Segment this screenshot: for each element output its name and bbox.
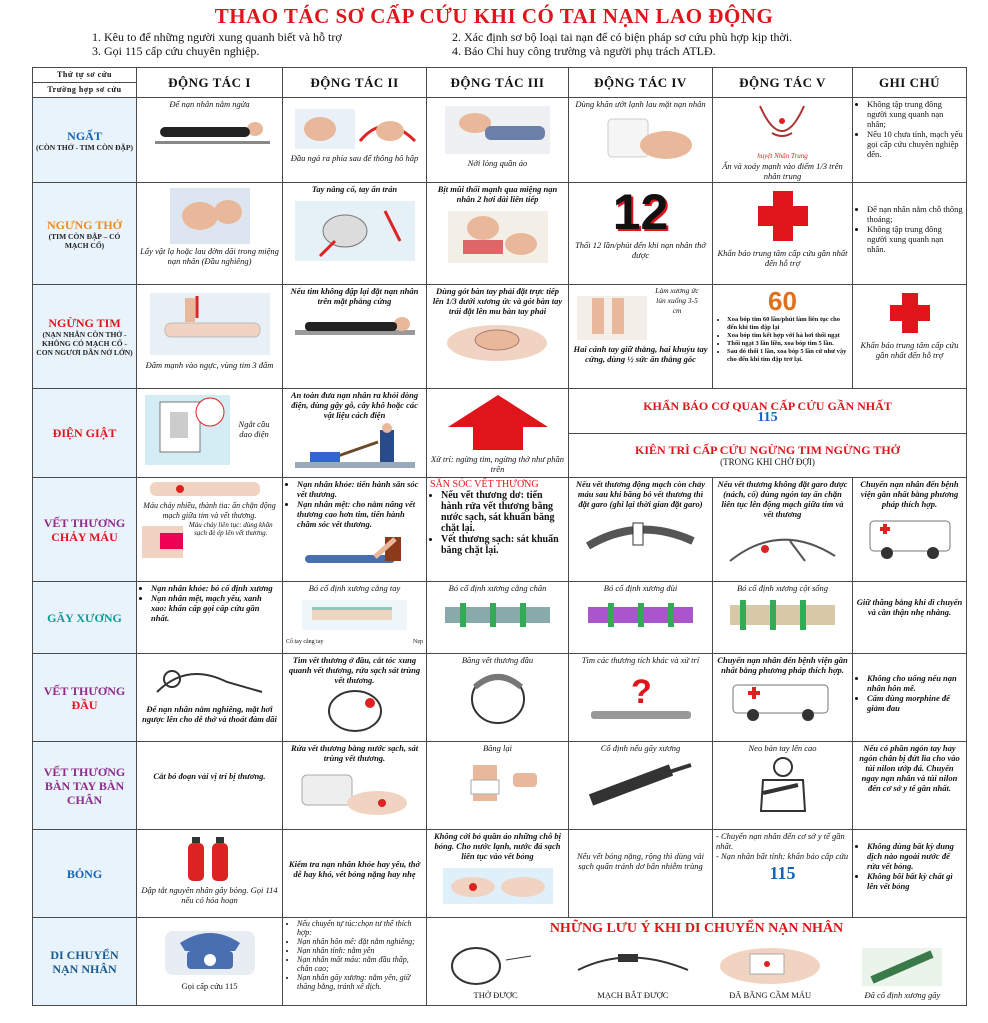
ambulance-icon [728,677,838,722]
bong-notes [853,830,967,918]
cpr-note-1: • Xoa bóp tim 60 lần/phút làm liên tục cho đến khi tim đập lại [727,316,849,332]
raise-limb-icon [295,531,415,567]
cpr-notes-list [716,316,849,364]
compression-arms-icon [572,286,652,344]
breath-count: 12 [612,184,669,240]
dau-step-2 [283,654,427,742]
dau-notes-list [856,673,963,713]
ngung-tim-step-1-text: Đấm mạnh vào ngực, vùng tim 3 đấm [145,360,274,370]
intro-item-2: 2. Xác định sơ bộ loại tai nạn để có biện pháp sơ cứu phù hợp kịp thời. [452,30,793,44]
ngat-step-3-text: Nới lỏng quần áo [467,158,528,168]
cpr-note-4: • Sau đó thổi 1 lần, xoa bóp 5 lần cứ như vậy cho đến khi tim đập trở lại. [727,348,849,364]
emergency-banner: KHẨN BÁO CƠ QUAN CẤP CỨU GẦN NHẤT [643,398,892,413]
di-chuyen-step-1 [137,918,283,1006]
dau-step-3-text: Băng vết thương đầu [461,655,534,665]
dien-giat-step-3-text: Xử trí: ngừng tim, ngừng thở như phần trên [430,454,565,474]
cpr-note-3: • Thổi ngạt 3 lần liền, xoa bóp tim 5 lần. [727,340,849,348]
case-bong [33,830,137,918]
ngat-step-2-text: Đầu ngả ra phía sau để thông hô hấp [290,153,419,163]
bong-step-1 [137,830,283,918]
check-breathing [431,940,561,1000]
row-ngat [33,98,967,183]
dau-step-4-text: Tìm các thương tích khác và xử trí [581,655,700,665]
head-bandage-icon [443,667,553,727]
chay-mau-step-2-list [286,479,423,529]
ngat-step-2 [283,98,427,183]
lying-person-icon [145,111,275,151]
ambulance-icon [865,511,955,561]
di-chuyen-step-2-item-4: • Nạn nhân mất máu: nằm đầu thấp, chân cao; [297,955,423,973]
bong-notes-list [856,841,963,891]
dau-step-5-text: Chuyển nạn nhân đến bệnh viện gần nhất bằng phương pháp thích hợp. [717,655,848,675]
ngung-tho-note-2: • Không tập trung đông người xung quanh nạn nhân. [867,224,963,254]
check-breathing-label: THỞ ĐƯỢC [473,990,518,1000]
dau-note-1: • Không cho uống nếu nạn nhân hôn mê. [867,673,963,693]
di-chuyen-step-1-text: Gọi cấp cứu 115 [181,981,238,991]
thigh-splint-icon [578,595,703,635]
chay-mau-step-1b-text: Máu chảy liên tục: dùng khăn sạch đè ép lên vết thương. [188,521,273,537]
neck-lift-icon [290,196,420,266]
ngung-tim-step-2 [283,285,427,389]
case-dau-name-1: VẾT THƯƠNG [43,683,126,698]
case-ngat-sub: (CÒN THỞ - TIM CÒN ĐẬP) [36,142,134,152]
bong-emergency-number: 115 [769,863,796,883]
di-chuyen-step-2-item-3: • Nạn nhân tỉnh: nằm yên [297,946,423,955]
fire-extinguisher-icon [170,833,250,883]
forearm-splint-icon [292,595,417,635]
ngung-tho-step-4-text: Thổi 12 lần/phút đến khi nạn nhân thở được [575,240,706,260]
ngung-tho-step-1 [137,183,283,285]
corner-top-label: Thứ tự sơ cứu [33,68,136,83]
chay-mau-step-4-text: Nếu vết thương động mạch còn chảy máu sau khi băng bó vết thương thì đặt garo (ghi lại thời gian đặt garo) [575,479,706,509]
red-cross-icon [748,186,818,246]
case-ngung-tim-name: NGỪNG TIM [48,316,121,330]
case-ban-tay-name: VẾT THƯƠNG BÀN TAY BÀN CHÂN [43,764,126,807]
transport-checks [427,940,966,1000]
pressure-point-icon [720,521,845,571]
chay-mau-notes [853,478,967,582]
intro-item-1: 1. Kêu to để những người xung quanh biết và hỗ trợ [92,30,342,44]
rescue-stick-icon [290,422,420,474]
chay-mau-step-3-list [430,490,565,556]
dau-step-5 [713,654,853,742]
chay-mau-step-4 [569,478,713,582]
dien-giat-step-1 [137,389,283,478]
ngung-tho-step-2-text: Tay nâng cổ, tay ấn trán [311,184,398,194]
ban-tay-step-3-text: Băng lại [482,743,513,753]
ngat-step-4 [569,98,713,183]
ngat-notes-list [856,99,963,159]
ban-tay-step-2-text: Rửa vết thương bằng nước sạch, sát trùng vết thương. [290,743,419,763]
ngung-tho-step-2 [283,183,427,285]
intro-left [92,30,452,58]
head-wound-icon [300,687,410,732]
leg-splint-icon [435,595,560,635]
philtrum-point-icon [720,101,845,149]
intro-item-3: 3. Gọi 115 cấp cứu chuyên nghiệp. [92,44,260,58]
gay-xuong-step-4 [569,582,713,654]
gay-xuong-notes [853,582,967,654]
header-row [33,68,967,98]
col-header-5: ĐỘNG TÁC V [713,68,853,98]
ngung-tho-step-1-text: Lấy vật lạ hoặc lau đờm dãi trong miệng nạn nhân (Đầu nghiêng) [140,246,279,266]
chay-mau-step-5-text: Nếu vết thương không đặt garo được (nách, cổ) dùng ngón tay ấn chặn liên tục lên động mạch giữa tim và vết thương [717,479,848,519]
case-chay-mau-name-1: VẾT THƯƠNG [43,515,126,530]
ngat-note-1: • Không tập trung đông người xung quanh nạn nhân; [867,99,963,129]
forearm-splint-labels [286,637,423,647]
lying-flat-icon [290,308,420,348]
row-ngung-tim [33,285,967,389]
philtrum-label: huyệt Nhân Trung [757,152,808,160]
gay-xuong-step-2-text: Bó cố định xương cẳng tay [308,583,401,593]
bong-step-5 [713,830,853,918]
hand-splint-icon [581,755,701,810]
case-dien-giat-name: ĐIỆN GIẬT [52,426,117,440]
chay-mau-step-1a-text: Máu chảy nhiều, thành tia: ấn chặn động mạch giữa tim và vết thương. [143,501,276,520]
col-header-6: GHI CHÚ [853,68,967,98]
dau-step-3 [427,654,569,742]
chay-mau-step-3 [427,478,569,582]
case-dau-name-2: ĐẦU [71,697,98,712]
dien-giat-step-2 [283,389,427,478]
gay-xuong-step-5-text: Bó cố định xương cột sống [736,583,829,593]
gay-xuong-step-1-list [140,583,279,623]
wash-wound-icon [292,765,417,820]
chay-mau-step-3-item-1: • Nếu vết thương dơ: tiến hành rửa vết thương bằng nước sạch, sát khuẩn băng chặt lại. [441,490,565,534]
check-pulse-label: MẠCH BẮT ĐƯỢC [597,990,669,1000]
ngung-tho-step-5-text: Khẩn báo trung tâm cấp cứu gần nhất đến hỗ trợ [717,248,848,268]
bong-step-2-text: Kiểm tra nạn nhân khỏe hay yếu, thở dễ hay khó, vết bỏng nặng hay nhẹ [288,859,421,879]
ngung-tho-notes-list [856,204,963,254]
ngung-tho-step-3-text: Bịt mũi thổi mạnh qua miệng nạn nhân 2 hơi dài liên tiếp [437,184,558,204]
gay-xuong-step-3-text: Bó cố định xương cẳng chân [448,583,547,593]
ngung-tho-notes [853,183,967,285]
bong-note-1: • Không dùng bất kỳ dung dịch nào ngoài nước để rửa vết bỏng. [867,841,963,871]
di-chuyen-step-2-item-2: • Nạn nhân hôn mê: đặt nằm nghiêng; [297,937,423,946]
ban-tay-step-5 [713,742,853,830]
row-ban-tay [33,742,967,830]
loosen-clothes-icon [435,101,560,156]
arm-sling-icon [733,755,833,813]
circuit-breaker-icon [140,390,235,468]
poster-title: THAO TÁC SƠ CẤP CỨU KHI CÓ TAI NẠN LAO ĐỘNG [214,4,774,28]
case-ngung-tho-sub: (TIM CÒN ĐẬP – CÓ MẠCH CỔ) [48,231,121,250]
di-chuyen-step-2-list [286,919,423,991]
wet-towel-icon [578,111,703,166]
first-aid-table [32,67,967,1006]
ngat-step-5-text: Ấn và xoáy mạnh vào điểm 1/3 trên nhân trung [722,161,843,181]
case-bong-name: BỎNG [66,866,103,881]
emergency-number: 115 [757,409,778,425]
row-chay-mau [33,478,967,582]
dien-giat-banner-2 [569,433,967,478]
case-dien-giat [33,389,137,478]
ngung-tim-note-text: Khẩn báo trung tâm cấp cứu gần nhất đến hỗ trợ [860,340,959,360]
cool-burn-icon [438,863,558,908]
wound-care-title: SĂN SÓC VẾT THƯƠNG [430,479,539,490]
ngat-step-5 [713,98,853,183]
dau-step-4 [569,654,713,742]
chay-mau-step-3-item-2: • Vết thương sạch: sát khuẩn băng chặt lại. [441,534,565,556]
compression-illustration [572,286,709,344]
case-chay-mau-name-2: CHẢY MÁU [51,529,118,544]
svg-text:?: ? [630,673,652,711]
ngat-note-2: • Nếu 10 chưa tỉnh, mạch yếu gọi cấp cứu chuyên nghiệp đến. [867,129,963,159]
bong-step-1-text: Dập tắt nguyên nhân gây bỏng. Gọi 114 nếu có hỏa hoạn [141,885,278,905]
ngung-tho-note-1: • Để nạn nhân nằm chỗ thông thoáng; [867,204,963,224]
ngat-notes [853,98,967,183]
bong-step-2 [283,830,427,918]
row-vet-thuong-dau [33,654,967,742]
chay-mau-step-5 [713,478,853,582]
bong-note-2: • Không bôi bất kỳ chất gì lên vết bỏng [867,871,963,891]
bong-step-4 [569,830,713,918]
dau-step-1-text: Để nạn nhân nằm nghiêng, mặt hơi ngược lên cho dễ thở và thoát đàm dãi [142,704,277,724]
col-header-2: ĐỘNG TÁC II [283,68,427,98]
gay-xuong-step-1-item-1: • Nạn nhân khỏe: bó cố định xương [151,583,279,593]
spine-board-icon [720,595,845,635]
col-header-3: ĐỘNG TÁC III [427,68,569,98]
clear-airway-icon [150,186,270,244]
gay-xuong-step-1 [137,582,283,654]
di-chuyen-notes-area [427,918,967,1006]
ngat-step-4-text: Dùng khăn ướt lạnh lau mặt nạn nhân [575,99,706,109]
chest-thump-icon [145,288,275,358]
case-ban-tay [33,742,137,830]
dien-giat-step-3 [427,389,569,478]
case-ngung-tim [33,285,137,389]
row-gay-xuong [33,582,967,654]
case-ngat [33,98,137,183]
check-splint [842,940,962,1000]
gay-xuong-step-1-item-2: • Nạn nhân mệt, mạch yếu, xanh xao: khẩn cấp gọi cấp cứu gần nhất. [151,593,279,623]
case-di-chuyen [33,918,137,1006]
press-towel-icon [140,521,183,561]
ngung-tim-step-1 [137,285,283,389]
check-splint-label: Đã cố định xương gãy [864,990,941,1000]
bong-step-3 [427,830,569,918]
ngat-step-3 [427,98,569,183]
gay-xuong-note-text: Giữ thăng bằng khi di chuyển và cần thận nhẹ nhàng. [856,597,963,617]
telephone-icon [155,921,265,979]
bandage-hand-icon [443,755,553,805]
persist-cpr-banner: KIÊN TRÌ CẤP CỨU NGỪNG TIM NGỪNG THỞ [634,443,901,458]
row-di-chuyen [33,918,967,1006]
ban-tay-step-1-text: Cắt bỏ đoạn vải vị trí bị thương. [153,771,266,781]
col-header-1: ĐỘNG TÁC I [137,68,283,98]
red-cross-icon [880,288,940,338]
hand-placement-icon [435,318,560,363]
di-chuyen-step-2-item-1: • Nếu chuyển tự túc:chọn tư thế thích hợp: [297,919,423,937]
row-dien-giat-top [33,389,967,434]
case-ngung-tho [33,183,137,285]
pulse-check-icon [568,940,698,988]
check-pulse [568,940,698,1000]
gay-xuong-step-2 [283,582,427,654]
row-ngung-tho [33,183,967,285]
arm-splint-icon [842,940,962,988]
cpr-note-2: • Xoa bóp tim kết hợp với hà hơi thổi ngạt [727,332,849,340]
ngung-tim-step-3-text: Dùng gót bàn tay phải đặt trực tiếp lên 1/3 dưới xương ức và gót bàn tay trái đặt lên mu bàn tay phải [432,286,563,316]
dau-notes [853,654,967,742]
corner-cell [33,68,137,98]
ngung-tho-step-4 [569,183,713,285]
gay-xuong-step-3 [427,582,569,654]
breaker-text: Ngắt cầu dao điện [238,419,270,439]
chay-mau-step-2 [283,478,427,582]
ban-tay-note-text: Nếu có phần ngón tay hay ngón chân bị đứt lìa cho vào túi nilon ướp đá. Chuyển ngay nạn nhân và túi nilon đến cơ sở y tế gần nhất. [859,743,960,793]
head-tilt-icon [290,101,420,151]
ban-tay-step-3 [427,742,569,830]
press-wound-illustration [140,521,279,561]
bong-step-5-line-2: - Nạn nhân bất tỉnh: khẩn báo cấp cứu [716,851,849,861]
row-bong [33,830,967,918]
chay-mau-step-2-item-2: • Nạn nhân mệt: cho nằm nâng vết thương cao hơn tim, tiến hành chăm sóc vết thương. [297,499,423,529]
dau-step-2-text: Tìm vết thương ở đầu, cắt tóc xung quanh vết thương, rửa sạch sát trùng vết thương. [288,655,421,685]
transport-notes-banner: NHỮNG LƯU Ý KHI DI CHUYỂN NẠN NHÂN [549,921,844,936]
ngung-tho-step-3 [427,183,569,285]
chay-mau-step-1 [137,478,283,582]
check-bleeding [705,940,835,1000]
bandaged-wound-icon [705,940,835,988]
ngat-step-1 [137,98,283,183]
splint-label-1: Cổ tay cẳng tay [286,639,324,645]
splint-label-2: Nẹp [413,639,423,645]
ngung-tim-step-4 [569,285,713,389]
case-vet-thuong-dau [33,654,137,742]
ban-tay-step-5-text: Neo bàn tay lên cao [748,743,817,753]
chay-mau-note-text: Chuyển nạn nhân đến bệnh viện gần nhất bằng phương pháp thích hợp. [860,479,959,509]
case-ngung-tho-name: NGƯNG THỞ [46,217,122,232]
ngat-step-1-text: Để nạn nhân nằm ngửa [169,99,250,109]
ngung-tim-step-4-text: Hai cánh tay giữ thẳng, hai khuỷu tay cứng, dùng ½ sức ấn thẳng góc [573,344,708,364]
bong-step-4-text: Nếu vết bỏng nặng, rộng thì dùng vải sạch quấn tránh dơ bẩn nhiễm trùng [576,851,704,871]
compression-depth-note: Làm xương ức lún xuống 3-5 cm [655,286,699,315]
ban-tay-step-4 [569,742,713,830]
tourniquet-icon [578,511,703,561]
dien-giat-step-2-text: An toàn đưa nạn nhân ra khỏi dòng điện, dùng gậy gỗ, cây khô hoặc các vật liệu cách điện [290,390,419,420]
corner-bottom-label: Trường hợp sơ cứu [47,85,122,94]
chay-mau-step-2-item-1: • Nạn nhân khỏe: tiến hành sǎn sóc vết thương. [297,479,423,499]
ban-tay-step-4-text: Cố định nếu gãy xương [600,743,681,753]
ngung-tho-step-5 [713,183,853,285]
case-chay-mau [33,478,137,582]
case-di-chuyen-name: DI CHUYỂN NẠN NHÂN [50,947,119,976]
case-gay-xuong [33,582,137,654]
bong-step-5-line-1: - Chuyển nạn nhân đến cơ sở y tế gần nhất. [716,831,845,851]
ngung-tim-step-3 [427,285,569,389]
intro-item-4: 4. Báo Chỉ huy công trường và người phụ trách ATLĐ. [452,44,716,58]
di-chuyen-step-2 [283,918,427,1006]
dau-step-1 [137,654,283,742]
col-header-4: ĐỘNG TÁC IV [569,68,713,98]
artery-press-icon [140,479,270,499]
di-chuyen-step-2-item-5: • Nạn nhân gãy xương: nằm yên, giữ thăng bằng, tránh xê dịch. [297,973,423,991]
recovery-position-icon [147,657,272,702]
check-bleeding-label: ĐÃ BĂNG CẦM MÁU [729,990,812,1000]
dau-note-2: • Cấm dùng morphine để giảm đau [867,693,963,713]
dien-giat-banner-1 [569,389,967,434]
ban-tay-step-2 [283,742,427,830]
compression-rate: 60 [768,286,797,316]
persist-cpr-sub: (TRONG KHI CHỜ ĐỢI) [720,457,815,468]
breathing-check-icon [431,940,561,988]
intro-right [452,30,972,58]
breaker-illustration [140,390,279,468]
case-gay-xuong-name: GÃY XƯƠNG [47,610,122,625]
ngung-tim-step-2-text: Nếu tim không đập lại đặt nạn nhân trên mặt phẳng cứng [290,286,419,306]
mouth-to-mouth-icon [433,206,563,266]
question-mark-icon [581,667,701,725]
ban-tay-step-1 [137,742,283,830]
case-ngung-tim-sub: (NẠN NHÂN CÒN THỞ - KHÔNG CÓ MẠCH CỔ - CON NGƯƠI DÃN NỞ LỚN) [36,330,133,357]
ngung-tim-step-5 [713,285,853,389]
up-arrow-icon [443,392,553,452]
case-ngat-name: NGẤT [67,128,102,143]
gay-xuong-step-4-text: Bó cố định xương đùi [603,583,678,593]
gay-xuong-step-5 [713,582,853,654]
ban-tay-notes [853,742,967,830]
ngung-tim-notes [853,285,967,389]
bong-step-3-text: Không cởi bỏ quần áo những chỗ bị bỏng. Cho nước lạnh, nước đá sạch liên tục vào vết bỏng [433,831,562,861]
